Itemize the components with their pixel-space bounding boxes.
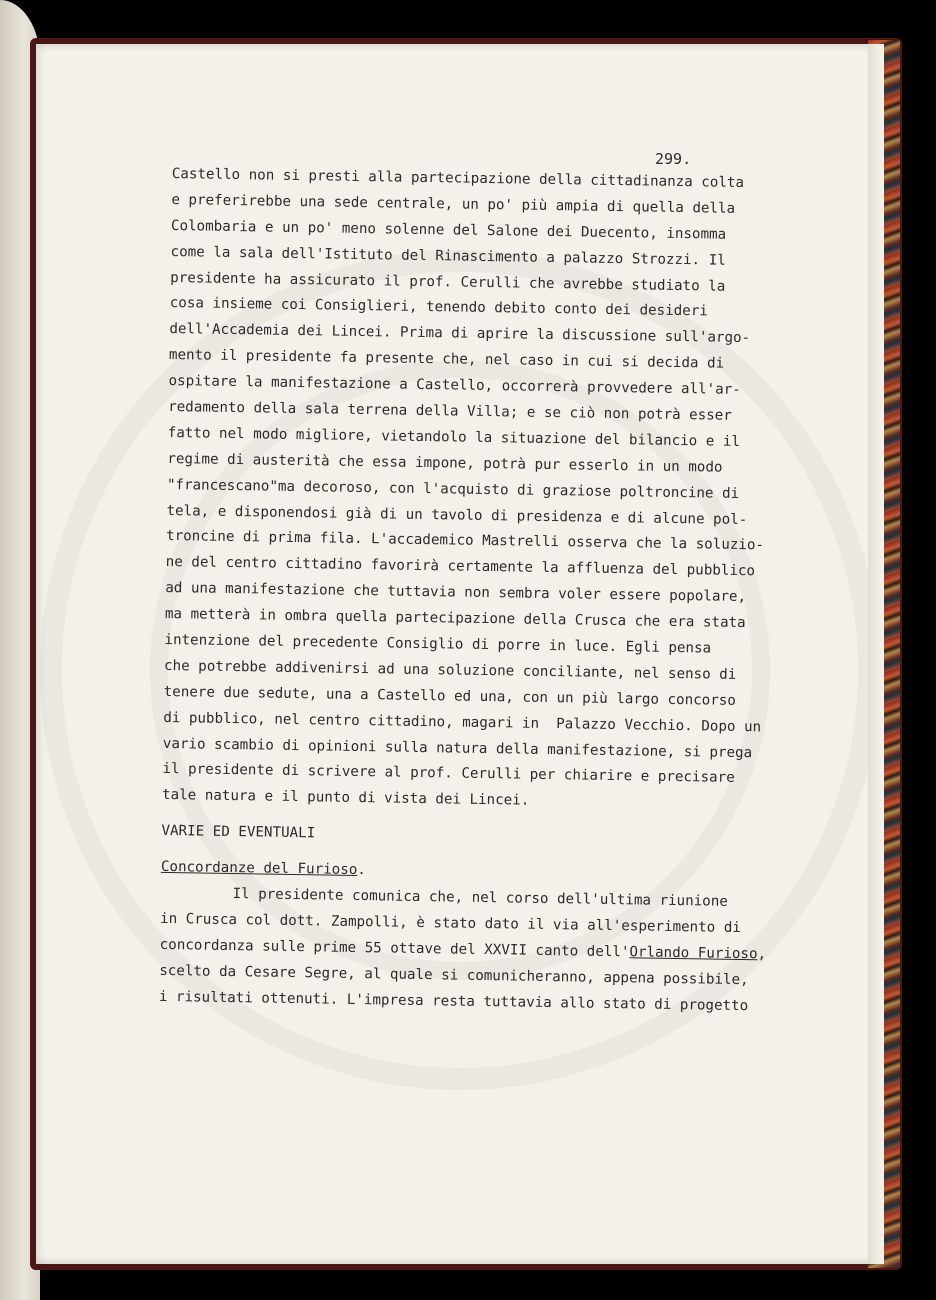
text-line: scelto da Cesare Segre, al quale si comunicheranno, appena possibile, [159, 962, 749, 988]
text-line: ne del centro cittadino favorirà certamente la affluenza del pubblico [165, 554, 756, 580]
text-line: Il presidente comunica che, nel corso dell'ultima riunione [232, 886, 728, 910]
section-heading: VARIE ED EVENTUALI [161, 823, 316, 842]
text-line: regime di austerità che essa impone, potrà pur esserlo in un modo [167, 450, 723, 476]
text-line: e preferirebbe una sede centrale, un po' più ampia di quella della [171, 191, 736, 217]
text-line: di pubblico, nel centro cittadino, magari in Palazzo Vecchio. Dopo un [163, 709, 762, 736]
text-line: vario scambio di opinioni sulla natura della manifestazione, si prega [162, 735, 753, 761]
text-line: Castello non si presti alla partecipazione della cittadinanza colta [171, 165, 745, 191]
text-span: , [757, 946, 767, 963]
text-line: tale natura e il punto di vista dei Lincei. [161, 787, 530, 810]
text-span: concordanza sulle prime 55 ottave del XXVII canto dell' [159, 936, 630, 961]
text-line: ma metterà in ombra quella partecipazione della Crusca che era stata [164, 606, 746, 632]
text-line: mento il presidente fa presente che, nel caso in cui si decida di [168, 347, 725, 372]
subsection-title-suffix: . [357, 862, 367, 879]
typed-text-body [158, 162, 767, 1019]
paragraph-2 [158, 881, 767, 1019]
text-line: intenzione del precedente Consiglio di porre in luce. Egli pensa [164, 631, 712, 657]
subsection-title: Concordanze del Furioso [160, 859, 358, 879]
text-line: in Crusca col dott. Zampolli, è stato dato il via all'esperimento di [159, 910, 742, 936]
text-line: ospitare la manifestazione a Castello, occorrerà provvedere all'ar- [168, 373, 741, 399]
text-line: Colombaria e un po' meno solenne del Salone dei Duecento, insomma [170, 217, 727, 243]
text-line: i risultati ottenuti. L'impresa resta tuttavia allo stato di progetto [158, 988, 749, 1014]
text-line: "francescano"ma decoroso, con l'acquisto di graziose poltroncine di [166, 476, 740, 502]
work-title: Orlando Furioso [629, 944, 758, 963]
text-line: che potrebbe addivenirsi ad una soluzione conciliante, nel senso di [163, 657, 737, 683]
text-line: fatto nel modo migliore, vietandolo la situazione del bilancio e il [167, 424, 741, 450]
page-number: 299. [655, 150, 692, 168]
page-edge [868, 44, 884, 1264]
text-line: redamento della sala terrena della Villa; e se ciò non potrà esser [168, 398, 732, 424]
paragraph-1 [161, 162, 765, 818]
text-line: dell'Accademia dei Lincei. Prima di aprire la discussione sull'argo- [169, 321, 751, 347]
text-line: cosa insieme coi Consiglieri, tenendo debito conto dei desideri [169, 295, 708, 320]
text-line: tela, e disponendosi già di un tavolo di presidenza e di alcune pol- [166, 502, 748, 528]
text-line: tenere due sedute, una a Castello ed una, con un più largo concorso [163, 683, 737, 709]
text-line: presidente ha assicurato il prof. Cerulli che avrebbe studiato la [170, 269, 726, 295]
text-line: il presidente di scrivere al prof. Cerulli per chiarire e precisare [162, 761, 735, 787]
text-line: troncine di prima fila. L'accademico Mastrelli osserva che la soluzio- [165, 528, 765, 554]
text-line: come la sala dell'Istituto del Rinascimento a palazzo Strozzi. Il [170, 243, 726, 269]
text-line: ad una manifestazione che tuttavia non sembra voler essere popolare, [165, 580, 747, 606]
